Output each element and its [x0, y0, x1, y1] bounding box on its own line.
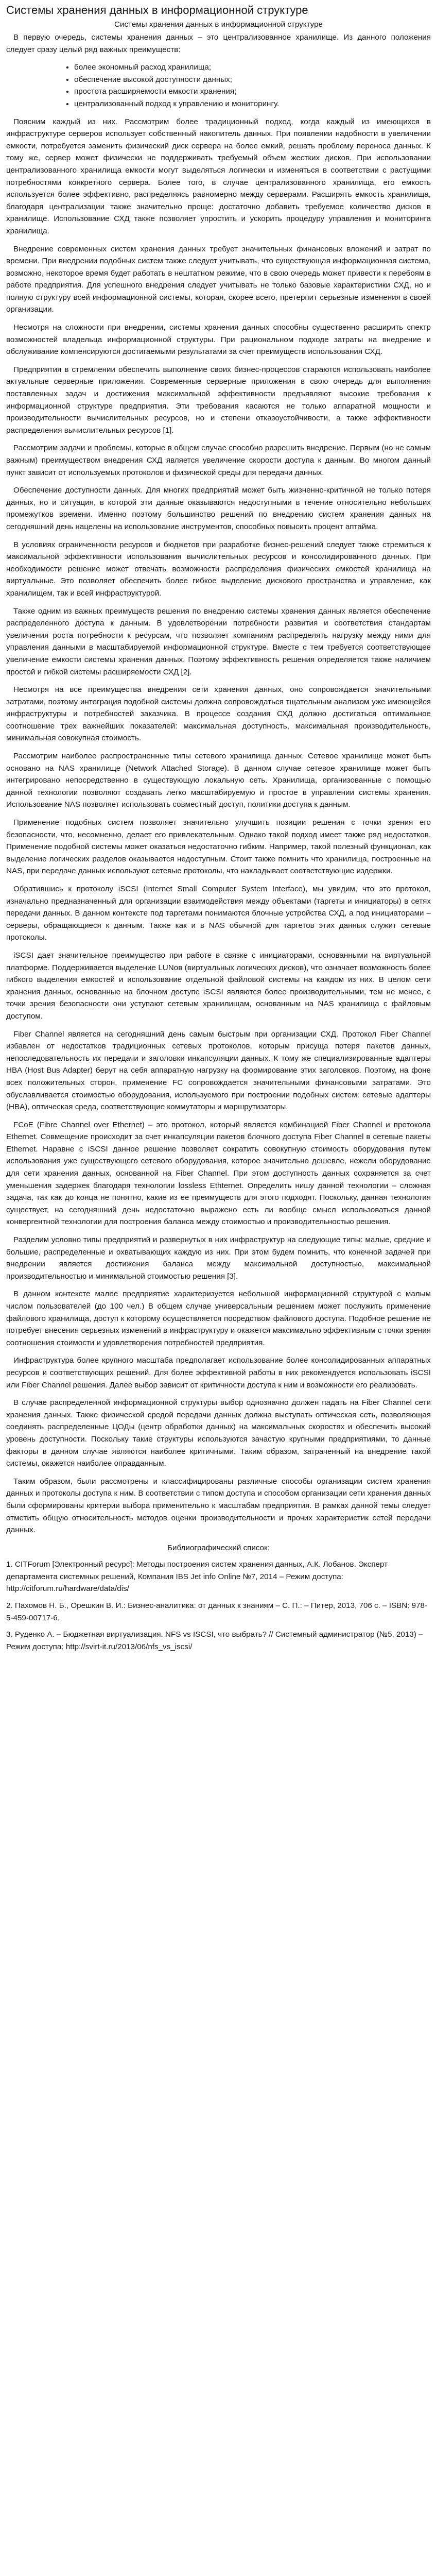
body-paragraph: В случае распределенной информационной структуры выбор однозначно должен падать на Fiber Channel сети хранения данных. Также физической средой передачи данных должна выступать оптическая сеть, позволяющая соединять распределенные ЦОДы (центр обработки данных) на максимальных скоростях и обеспечить высокий уровень доступности. Поскольку такие структуры используются зачастую крупными предприятиями, то данные факторы в данном случае являются наиболее критичными. Таким образом, затраченный на внедрение такой системы, окажется наиболее оправданным. [6, 1398, 431, 1468]
references-title: Библиографический список: [167, 1543, 270, 1552]
intro-paragraph: В первую очередь, системы хранения данных – это централизованное хранилище. Из данного положения следует сразу целый ряд важных преимуществ: [6, 33, 431, 54]
body-paragraph: Разделим условно типы предприятий и развернутых в них инфраструктур на следующие типы: малые, средние и большие, распределенные и охватывающих каждую из них. При этом будем помнить, что конечной задачей при внедрении является достижения баланса между максимальной доступностью, максимальной производительностью и минимальной стоимостью решения [3]. [6, 1235, 431, 1281]
body-paragraph: Рассмотрим задачи и проблемы, которые в общем случае способно разрешить внедрение. Первым (но не самым важным) преимуществом внедрения СХД является увеличение скорости доступа к данным. Во многом данный пункт зависит от используемых протоколов и физической среды для передачи данных. [6, 444, 431, 477]
body-paragraph: Несмотря на все преимущества внедрения сети хранения данных, оно сопровождается значительными затратами, поэтому интеграция подобной системы должна сопровождаться тщательным анализом уже имеющейся инфраструктуры и потребностей заказчика. В процессе создания СХД должно достигаться оптимальное соотношение трех важнейших показателей: максимальная доступность, максимальная производительность, минимальная совокупная стоимость. [6, 685, 431, 743]
list-item: • обеспечение высокой доступности данных; [74, 74, 431, 86]
body-paragraph: Обеспечение доступности данных. Для многих предприятий может быть жизненно-критичной не только потеря данных, но и ситуация, в которой эти данные оказываются недоступными в течение относительно небольших промежутков времени. Именно поэтому большинство решений по внедрению систем хранения данных на сегодняшний день нацелены на использование инструментов, способных повысить процент аптайма. [6, 486, 431, 531]
body-paragraph: Применение подобных систем позволяет значительно улучшить позиции решения с точки зрения его безопасности, что, несомненно, делает его привлекательным. Однако такой подход имеет также ряд недостатков. Применение подобной системы может оказаться недостаточно гибким. Например, такой полезный функционал, как выделение логических разделов оказывается недоступным. Стоит также помнить что хранилища, построенные на NAS, при передаче данных используют сетевые протоколы, что накладывает соответствующие издержки. [6, 818, 431, 876]
advantages-list [6, 61, 431, 110]
page-title: Системы хранения данных в информационной структуре [6, 4, 308, 16]
body-paragraph: Внедрение современных систем хранения данных требует значительных финансовых вложений и затрат по времени. При внедрении подобных систем также следует учитывать, что существующая информационная система, возможно, некоторое время будет работать в нештатном режиме, что в свою очередь может привести к перебоям в работе предприятия. Для успешного внедрения следует учитывать не только базовые характеристики СХД, но и полную структуру всей информационной системы, которая, скорее всего, претерпит серьезные изменения в своей организации. [6, 244, 431, 314]
body-paragraph: Поясним каждый из них. Рассмотрим более традиционный подход, когда каждый из имеющихся в инфраструктуре серверов использует собственный накопитель данных. При появлении надобности в увеличении емкости, потребуется заменить физический диск сервера на более емкий, решать проблему переноса данных. К тому же, сервер может физически не поддерживать требуемый объем жестких дисков. При использовании централизованного хранилища емкости могут выделяться логически и изменяться в соответствии с растущими потребностями конкретного сервера. Более того, в случае централизованного хранилища, его емкость используется более эффективно, распределяясь равномерно между серверами. Расширять емкость хранилища, благодаря централизации также значительно проще: достаточно добавить требуемое количество дисков в хранилище. Использование СХД также позволяет упростить и ускорить процедуру управления и мониторинга хранилища. [6, 117, 431, 235]
body-paragraph: Обратившись к протоколу iSCSI (Internet Small Computer System Interface), мы увидим, что это протокол, изначально предназначенный для организации взаимодействия между объектами (таргеты и инициаторы) в сетях передачи данных. В данном контексте под таргетами понимаются блочные устройства СХД, а под инициаторами – серверы, обращающиеся к данным. Также как и в NAS обычной для таргетов этих данных служит сетевые протоколы. [6, 885, 431, 942]
reference-item: 1. CITForum [Электронный ресурс]: Методы построения систем хранения данных, А.К. Лобанов. Эксперт департамента системных решений, Компания IBS Jet info Online №7, 2014 – Режим доступа: http://citforum.ru/hardware/data/dis/ [6, 1560, 388, 1594]
body-paragraph: Fiber Channel является на сегодняшний день самым быстрым при организации СХД. Протокол Fiber Channel избавлен от недостатков традиционных сетевых протоколов, которым присуща потеря пакетов данных, непоследовательность их передачи и заголовки инкапсуляции данных. К тому же специализированные адаптеры HBA (Host Bus Adapter) берут на себя аппаратную нагрузку на формирование этих заголовков. Поэтому, на фоне всех положительных сторон, применение FC сопровождается значительными финансовыми затратами. Это обуславливается стоимостью оборудования, используемого при построении подобных систем: сетевые адаптеры (HBA), оптическая среда, соответствующие коммутаторы и маршрутизаторы. [6, 1029, 431, 1112]
list-item: • централизованный подход к управлению и мониторингу. [74, 98, 431, 110]
body-paragraph: Несмотря на сложности при внедрении, системы хранения данных способны существенно расширить спектр возможностей владельца информационной структуры. При рациональном подходе затраты на внедрение и обслуживание компенсируются достигаемыми результатами за счет преимуществ использования СХД. [6, 323, 431, 357]
body-paragraph: Инфраструктура более крупного масштаба предполагает использование более консолидированных аппаратных ресурсов и соответствующих решений. Для более эффективной работы в них рекомендуется использовать iSCSI или Fiber Channel решения. Далее выбор зависит от критичности доступа к ним и возможности его реализовать. [6, 1356, 431, 1389]
reference-item: 2. Пахомов Н. Б., Орешкин В. И.: Бизнес-аналитика: от данных к знаниям – С. П.: – Питер, 2013, 706 с. – ISBN: 978-5-459-00717-6. [6, 1601, 428, 1622]
body-paragraph: Также одним из важных преимуществ решения по внедрению системы хранения данных является обеспечение распределенного доступа к данным. В удовлетворении потребности развития и соответствия стандартам увеличения роста потребности к ресурсам, что позволяет компаниям распределять нагрузку между ними для управления данными в масштабируемой информационной структуре. Вместе с тем требуется соответствующее увеличение емкости системы хранения данных. Поэтому эффективность решения определяется также наличием простой и гибкой системы расширяемости СХД [2]. [6, 606, 431, 676]
reference-item: 3. Руденко А. – Бюджетная виртуализация. NFS vs ISCSI, что выбрать? // Системный администратор (№5, 2013) – Режим доступа: http://svirt-it.ru/2013/06/nfs_vs_iscsi/ [6, 1630, 423, 1651]
article-subtitle: Системы хранения данных в информационной структуре [114, 20, 323, 29]
body-paragraph: Таким образом, были рассмотрены и классифицированы различные способы организации систем хранения данных и протоколы доступа к ним. В соответствии с типом доступа и способом организации сети хранения данных были сформированы критерии выбора применительно к масштабам предприятия. В рамках данной темы следует отметить общую относительность методов оценки производительности и прочих характеристик сетей передачи данных. [6, 1477, 431, 1535]
body-paragraph: В условиях ограниченности ресурсов и бюджетов при разработке бизнес-решений следует также стремиться к максимальной эффективности использования вычислительных ресурсов и консолидированного данных. При необходимости решение может отвечать возможности распределения физических емкостей хранилища на виртуальные. Это позволяет обеспечить более гибкое выделение дискового пространства и управление, как хранилищем, так и всей инфраструктурой. [6, 540, 431, 598]
body-paragraph: iSCSI дает значительное преимущество при работе в связке с инициаторами, основанными на виртуальной платформе. Поддерживается выделение LUNов (виртуальных логических дисков), что означает возможность более гибкого выделения емкостей и использование отдельной файловой системы на каждом из них. В целом сети хранения данных, основанные на блочном доступе iSCSI являются более производительными, тем не менее, с точки зрения безопасности они уступают сетевым хранилищам, основанным на NAS хранилища с файловым доступом. [6, 951, 431, 1021]
list-item: • простота расширяемости емкости хранения; [74, 86, 431, 98]
body-paragraph: Рассмотрим наиболее распространенные типы сетевого хранилища данных. Сетевое хранилище может быть основано на NAS хранилище (Network Attached Storage). В данном случае сетевое хранилище может быть интегрировано непосредственно в существующую локальную сеть. Хранилища, организованные с помощью данной технологии позволяют создавать легко масштабируемую и простое в управлении системы хранения. Использование NAS позволяет использовать совместный доступ, политики доступа к данным. [6, 752, 431, 809]
body-paragraph: FCoE (Fibre Channel over Ethernet) – это протокол, который является комбинацией Fiber Channel и протокола Ethernet. Совмещение происходит за счет инкапсуляции пакетов блочного доступа Fiber Channel в сетевые пакеты Ethernet. Наравне с iSCSI данное решение позволяет сократить совокупную стоимость оборудования путем использования уже существующего сетевого оборудования, которое значительно дешевле, нежели оборудование для сети хранения данных, основанной на Fiber Channel. При этом доступность данных сохраняется за счет уменьшения задержек благодаря технологии lossless Ethternet. Определить нишу данной технологии – сложная задача, так как до конца не понятно, какие из ее преимуществ для этого подходят. Поскольку, данная технология существует, на сегодняшний день недостаточно выражено есть ли вообще смысл использоваться данной конвергентной технологии для построения баланса между стоимостью и производительностью решения. [6, 1120, 431, 1227]
list-item: • более экономный расход хранилища; [74, 61, 431, 74]
body-paragraph: Предприятия в стремлении обеспечить выполнение своих бизнес-процессов стараются использовать наиболее актуальные серверные приложения. Современные серверные приложения в свою очередь для выполнения поставленных задач и достижения максимальной эффективности предъявляют высокие требования к информационной структуре предприятия. Эти требования касаются не только аппаратной мощности и производительности вычислительных ресурсов, но и степени отказоустойчивости, а также эффективности распределения вычислительных ресурсов [1]. [6, 365, 431, 435]
body-paragraph: В данном контексте малое предприятие характеризуется небольшой информационной структурой с малым числом пользователей (до 100 чел.) В общем случае универсальным решением может послужить применение файлового хранилища, доступ к которому осуществляется посредством файлового доступа. Подобное решение не потребует внесения серьезных изменений в инфраструктуру и окажется максимально эффективным с точки зрения соотношения стоимости и удовлетворения потребностей предприятия. [6, 1290, 431, 1347]
